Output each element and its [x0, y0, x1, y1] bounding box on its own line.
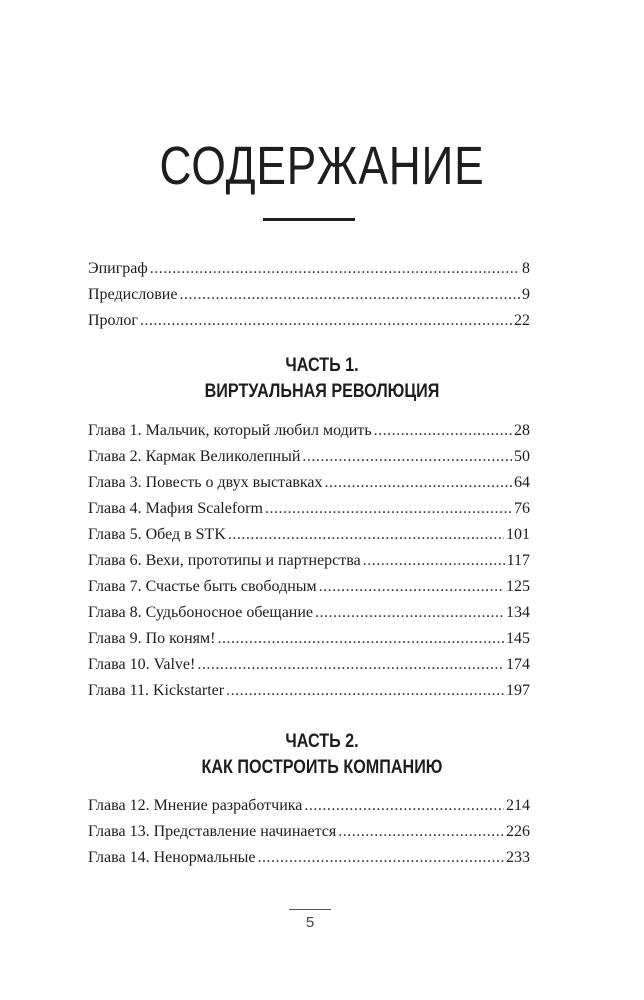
toc-entry-page: 174: [506, 656, 530, 673]
toc-entry-chapter-1[interactable]: [88, 418, 530, 444]
dot-leader: [265, 496, 512, 522]
footer-divider: [289, 909, 331, 910]
toc-entry-chapter-14[interactable]: [88, 845, 530, 871]
dot-leader: [140, 308, 512, 334]
toc-entry-title: Глава 10. Valve!: [88, 656, 196, 673]
dot-leader: [304, 793, 504, 819]
toc-entry-chapter-5[interactable]: [88, 522, 530, 548]
toc-entry-title: Глава 2. Кармак Великолепный: [88, 448, 301, 465]
toc-entry-chapter-6[interactable]: [88, 548, 530, 574]
toc-entry-page: 64: [514, 474, 530, 491]
toc-entry-title: Глава 6. Вехи, прототипы и партнерства: [88, 552, 361, 569]
dot-leader: [319, 574, 504, 600]
toc-entry-title: Глава 9. По коням!: [88, 630, 216, 647]
toc-entry-title: Пролог: [88, 312, 138, 329]
part2-label: ЧАСТЬ 2.: [285, 731, 359, 752]
toc-entry-chapter-2[interactable]: [88, 444, 530, 470]
toc-entry-title: Глава 12. Мнение разработчика: [88, 797, 303, 814]
toc-entry-title: Глава 14. Ненормальные: [88, 849, 256, 866]
toc-entry-prologue[interactable]: [88, 308, 530, 334]
toc-entry-page: 50: [514, 448, 530, 465]
toc-entry-page: 145: [506, 630, 530, 647]
page-title: СОДЕРЖАНИЕ: [159, 136, 485, 196]
toc-entry-chapter-9[interactable]: [88, 626, 530, 652]
toc-entry-page: 226: [506, 823, 530, 840]
toc-entry-preface[interactable]: [88, 282, 530, 308]
dot-leader: [363, 548, 505, 574]
page-number: 5: [305, 914, 315, 931]
dot-leader: [258, 845, 504, 871]
part1-label: ЧАСТЬ 1.: [285, 355, 359, 376]
toc-entry-page: 28: [514, 422, 530, 439]
toc-entry-page: 101: [506, 526, 530, 543]
title-divider: [263, 218, 355, 221]
dot-leader: [325, 470, 512, 496]
toc-entry-chapter-13[interactable]: [88, 819, 530, 845]
toc-entry-chapter-4[interactable]: [88, 496, 530, 522]
toc-entry-title: Глава 5. Обед в STK: [88, 526, 226, 543]
part2-chapter-list: [88, 793, 530, 871]
dot-leader: [338, 819, 504, 845]
toc-entry-page: 22: [514, 312, 530, 329]
dot-leader: [228, 522, 504, 548]
part2-name: КАК ПОСТРОИТЬ КОМПАНИЮ: [201, 757, 443, 778]
dot-leader: [315, 600, 504, 626]
toc-entry-title: Глава 7. Счастье быть свободным: [88, 578, 317, 595]
front-matter-list: [88, 256, 530, 334]
toc-entry-epigraph[interactable]: [88, 256, 530, 282]
toc-entry-chapter-10[interactable]: [88, 652, 530, 678]
dot-leader: [150, 256, 520, 282]
toc-entry-title: Эпиграф: [88, 260, 148, 277]
toc-entry-chapter-8[interactable]: [88, 600, 530, 626]
toc-entry-page: 76: [514, 500, 530, 517]
toc-entry-title: Глава 1. Мальчик, который любил модить: [88, 422, 372, 439]
dot-leader: [374, 418, 512, 444]
toc-entry-title: Глава 11. Kickstarter: [88, 682, 225, 699]
toc-entry-page: 233: [506, 849, 530, 866]
dot-leader: [226, 678, 504, 704]
part1-chapter-list: [88, 418, 530, 704]
toc-entry-page: 197: [506, 682, 530, 699]
toc-entry-chapter-12[interactable]: [88, 793, 530, 819]
toc-entry-title: Глава 3. Повесть о двух выставках: [88, 474, 323, 491]
toc-entry-page: 8: [522, 260, 530, 277]
toc-entry-page: 9: [522, 286, 530, 303]
toc-entry-title: Глава 8. Судьбоносное обещание: [88, 604, 314, 621]
toc-entry-page: 134: [506, 604, 530, 621]
toc-entry-chapter-11[interactable]: [88, 678, 530, 704]
toc-entry-page: 125: [506, 578, 530, 595]
toc-entry-chapter-7[interactable]: [88, 574, 530, 600]
dot-leader: [179, 282, 520, 308]
toc-entry-title: Глава 13. Представление начинается: [88, 823, 337, 840]
dot-leader: [217, 626, 504, 652]
toc-entry-chapter-3[interactable]: [88, 470, 530, 496]
toc-entry-page: 117: [506, 552, 530, 569]
part1-name: ВИРТУАЛЬНАЯ РЕВОЛЮЦИЯ: [204, 381, 440, 402]
toc-entry-title: Предисловие: [88, 286, 178, 303]
toc-entry-title: Глава 4. Мафия Scaleform: [88, 500, 263, 517]
dot-leader: [197, 652, 504, 678]
dot-leader: [302, 444, 512, 470]
toc-entry-page: 214: [506, 797, 530, 814]
